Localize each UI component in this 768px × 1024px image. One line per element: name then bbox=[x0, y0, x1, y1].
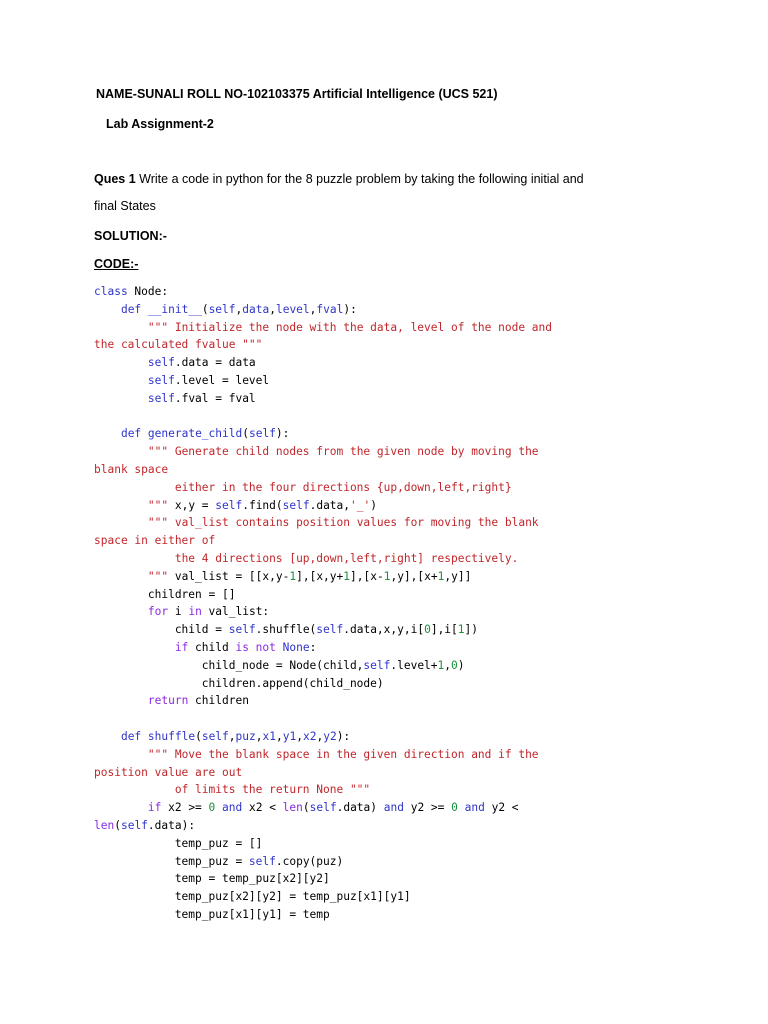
code-token: val_list = [[x,y- bbox=[168, 569, 290, 583]
code-token bbox=[94, 801, 148, 814]
code-line bbox=[94, 479, 714, 497]
code-token: is not bbox=[235, 640, 276, 654]
code-token: 1 bbox=[383, 569, 391, 583]
code-token bbox=[94, 374, 148, 387]
code-token: self bbox=[208, 302, 236, 316]
code-line bbox=[94, 408, 714, 426]
code-token bbox=[94, 570, 148, 583]
code-token: 1 bbox=[437, 569, 445, 583]
code-token: y2 >= bbox=[403, 801, 452, 815]
code-token bbox=[276, 641, 283, 654]
code-line bbox=[94, 372, 714, 390]
name-header: NAME-SUNALI ROLL NO-102103375 Artificial Intelligence (UCS 521) bbox=[96, 87, 498, 101]
code-token: x2 bbox=[302, 729, 317, 743]
code-token: ): bbox=[336, 729, 351, 743]
code-token: ],i[ bbox=[430, 623, 458, 637]
code-token: children.append(child_node) bbox=[94, 676, 384, 690]
code-block bbox=[94, 283, 714, 924]
code-token: child = bbox=[94, 623, 229, 637]
code-token: generate_child bbox=[147, 427, 243, 441]
code-token: self bbox=[201, 729, 229, 743]
code-token: 0 bbox=[208, 801, 216, 815]
code-token: , bbox=[309, 302, 317, 316]
code-token: if bbox=[147, 801, 162, 815]
code-token: blank space bbox=[94, 462, 169, 476]
code-token: ) bbox=[457, 658, 465, 672]
code-token: .shuffle( bbox=[255, 623, 317, 637]
code-token: ( bbox=[114, 818, 121, 832]
question-text-2: final States bbox=[94, 199, 156, 213]
question-label: Ques 1 bbox=[94, 172, 136, 186]
code-token: x2 >= bbox=[161, 801, 209, 815]
code-token bbox=[94, 783, 175, 796]
code-token: level bbox=[275, 302, 310, 316]
code-token bbox=[94, 445, 148, 458]
code-line bbox=[94, 817, 714, 835]
code-token: ) bbox=[370, 498, 377, 512]
code-token: """ Generate child nodes from the given node by moving the bbox=[147, 445, 539, 459]
code-line bbox=[94, 301, 714, 319]
code-token bbox=[94, 427, 121, 440]
code-line bbox=[94, 319, 714, 337]
code-token: , bbox=[444, 658, 452, 672]
code-token: of limits the return None """ bbox=[174, 783, 371, 797]
code-token: , bbox=[235, 302, 243, 316]
code-line bbox=[94, 799, 714, 817]
code-token: temp_puz = [] bbox=[94, 836, 263, 850]
code-token: y2 < bbox=[484, 801, 519, 815]
code-token: .copy(puz) bbox=[275, 854, 344, 868]
code-token: x1 bbox=[262, 729, 276, 743]
code-token: .level+ bbox=[390, 658, 438, 672]
code-token bbox=[141, 427, 148, 440]
code-line bbox=[94, 764, 714, 782]
code-token: children = [] bbox=[94, 587, 236, 601]
code-token bbox=[94, 499, 148, 512]
code-token: .data): bbox=[147, 818, 196, 832]
code-token: """ bbox=[147, 569, 169, 583]
code-token: either in the four directions {up,down,left,right} bbox=[174, 480, 512, 494]
code-token: y2 bbox=[323, 729, 337, 743]
code-token: i bbox=[168, 605, 189, 619]
code-token: 0 bbox=[451, 801, 458, 815]
code-heading: CODE:- bbox=[94, 257, 139, 271]
code-token: puz bbox=[235, 729, 256, 743]
code-line bbox=[94, 603, 714, 621]
code-token: """ Move the blank space in the given direction and if the bbox=[147, 747, 539, 761]
code-line bbox=[94, 870, 714, 888]
code-token: the 4 directions [up,down,left,right] respectively. bbox=[174, 551, 519, 565]
code-token: 0 bbox=[424, 623, 431, 637]
code-line bbox=[94, 746, 714, 764]
code-token: self bbox=[363, 658, 391, 672]
code-line bbox=[94, 906, 714, 924]
code-token: ,y]] bbox=[444, 569, 472, 583]
code-token: """ bbox=[147, 498, 169, 512]
code-token: val_list: bbox=[201, 605, 270, 619]
code-token: ( bbox=[242, 427, 249, 441]
code-token: temp_puz = bbox=[94, 854, 249, 868]
code-token: len bbox=[94, 818, 115, 832]
code-token: return bbox=[147, 694, 189, 708]
code-token: space in either of bbox=[94, 534, 216, 548]
code-token bbox=[94, 481, 175, 494]
code-line bbox=[94, 621, 714, 639]
code-line bbox=[94, 657, 714, 675]
code-token: child_node = Node(child, bbox=[94, 658, 364, 672]
code-token bbox=[94, 730, 121, 743]
code-line bbox=[94, 568, 714, 586]
code-token: if bbox=[174, 640, 189, 654]
code-line bbox=[94, 283, 714, 301]
code-token: ( bbox=[302, 801, 310, 815]
code-token: self bbox=[215, 498, 243, 512]
code-token: 1 bbox=[343, 569, 351, 583]
code-token: ( bbox=[201, 302, 209, 316]
code-token: self bbox=[248, 854, 276, 868]
code-token: x,y = bbox=[168, 498, 216, 512]
code-line bbox=[94, 390, 714, 408]
code-token: .data) bbox=[336, 801, 384, 815]
code-token: self bbox=[147, 373, 175, 387]
code-token: None bbox=[282, 640, 310, 654]
code-token: and bbox=[383, 801, 404, 815]
code-token: for bbox=[147, 605, 169, 619]
code-token: 1 bbox=[289, 569, 297, 583]
code-token bbox=[94, 605, 148, 618]
code-token: .data, bbox=[309, 498, 351, 512]
code-token: in bbox=[188, 605, 202, 619]
code-token: ],[x- bbox=[350, 569, 384, 583]
code-token: temp = temp_puz[x2][y2] bbox=[94, 872, 330, 886]
code-token: .level = level bbox=[174, 373, 270, 387]
code-token bbox=[94, 303, 121, 316]
code-token: .data,x,y,i[ bbox=[343, 623, 425, 637]
code-line bbox=[94, 443, 714, 461]
code-token: """ Initialize the node with the data, level of the node and bbox=[147, 320, 553, 334]
code-token: : bbox=[309, 640, 317, 654]
code-line bbox=[94, 550, 714, 568]
assignment-title: Lab Assignment-2 bbox=[106, 117, 214, 131]
code-token bbox=[94, 356, 148, 369]
code-token bbox=[94, 694, 148, 707]
code-token: self bbox=[120, 818, 148, 832]
code-line bbox=[94, 728, 714, 746]
code-token: , bbox=[316, 729, 324, 743]
code-token bbox=[94, 392, 148, 405]
code-token: def bbox=[120, 729, 142, 743]
code-token: def bbox=[120, 302, 142, 316]
code-token bbox=[94, 552, 175, 565]
code-line bbox=[94, 586, 714, 604]
code-token: self bbox=[248, 427, 276, 441]
code-token: self bbox=[282, 498, 310, 512]
code-line bbox=[94, 675, 714, 693]
code-token: ,y],[x+ bbox=[390, 569, 438, 583]
code-token: , bbox=[275, 729, 283, 743]
code-token: , bbox=[228, 729, 236, 743]
code-line bbox=[94, 497, 714, 515]
code-token bbox=[458, 801, 465, 814]
code-line bbox=[94, 354, 714, 372]
question-text-1: Write a code in python for the 8 puzzle problem by taking the following initial and bbox=[135, 172, 584, 186]
code-token: data bbox=[242, 302, 270, 316]
code-token bbox=[141, 730, 148, 743]
code-token: self bbox=[309, 801, 337, 815]
code-token bbox=[94, 748, 148, 761]
code-token: .data = data bbox=[174, 356, 256, 370]
code-token bbox=[141, 303, 148, 316]
code-line bbox=[94, 692, 714, 710]
code-token: .fval = fval bbox=[174, 391, 256, 405]
code-line bbox=[94, 461, 714, 479]
code-token: self bbox=[147, 391, 175, 405]
code-token: fval bbox=[316, 302, 344, 316]
code-token bbox=[94, 516, 148, 529]
code-line bbox=[94, 888, 714, 906]
code-line bbox=[94, 781, 714, 799]
code-token: class bbox=[94, 285, 128, 298]
code-token bbox=[94, 321, 148, 334]
code-token: self bbox=[147, 356, 175, 370]
code-token: ]) bbox=[464, 623, 479, 637]
code-token: x2 < bbox=[242, 801, 283, 815]
code-line bbox=[94, 336, 714, 354]
code-token: Node: bbox=[127, 285, 169, 298]
question-line-1 bbox=[94, 171, 584, 187]
code-token: temp_puz[x2][y2] = temp_puz[x1][y1] bbox=[94, 890, 411, 904]
code-token: , bbox=[255, 729, 263, 743]
code-token: ],[x,y+ bbox=[296, 569, 344, 583]
code-token: the calculated fvalue """ bbox=[94, 338, 263, 352]
code-token: """ val_list contains position values for moving the blank bbox=[147, 516, 539, 530]
code-token: self bbox=[316, 623, 344, 637]
code-token: '_' bbox=[350, 498, 371, 512]
code-token: temp_puz[x1][y1] = temp bbox=[94, 907, 330, 921]
code-token: child bbox=[188, 640, 236, 654]
code-token bbox=[94, 641, 175, 654]
code-token: children bbox=[188, 694, 249, 708]
code-token: , bbox=[296, 729, 303, 743]
code-line bbox=[94, 514, 714, 532]
code-line bbox=[94, 639, 714, 657]
code-line bbox=[94, 532, 714, 550]
code-token: def bbox=[120, 427, 142, 441]
code-token: shuffle bbox=[147, 729, 196, 743]
code-token: self bbox=[228, 623, 256, 637]
code-token: ( bbox=[195, 729, 202, 743]
code-token: ): bbox=[275, 427, 290, 441]
code-token: 0 bbox=[451, 658, 458, 672]
code-token: position value are out bbox=[94, 765, 243, 779]
code-line bbox=[94, 853, 714, 871]
code-token: len bbox=[282, 801, 303, 815]
code-line bbox=[94, 710, 714, 728]
code-line bbox=[94, 835, 714, 853]
code-token: ): bbox=[343, 302, 357, 316]
code-token: 1 bbox=[457, 623, 465, 637]
code-token: __init__ bbox=[147, 302, 202, 316]
code-token: .find( bbox=[242, 498, 283, 512]
code-token: y1 bbox=[282, 729, 297, 743]
code-token: , bbox=[269, 302, 276, 316]
code-token: and bbox=[464, 801, 485, 815]
code-line bbox=[94, 425, 714, 443]
code-token: 1 bbox=[437, 658, 445, 672]
solution-heading: SOLUTION:- bbox=[94, 229, 167, 243]
code-token: and bbox=[222, 801, 243, 815]
